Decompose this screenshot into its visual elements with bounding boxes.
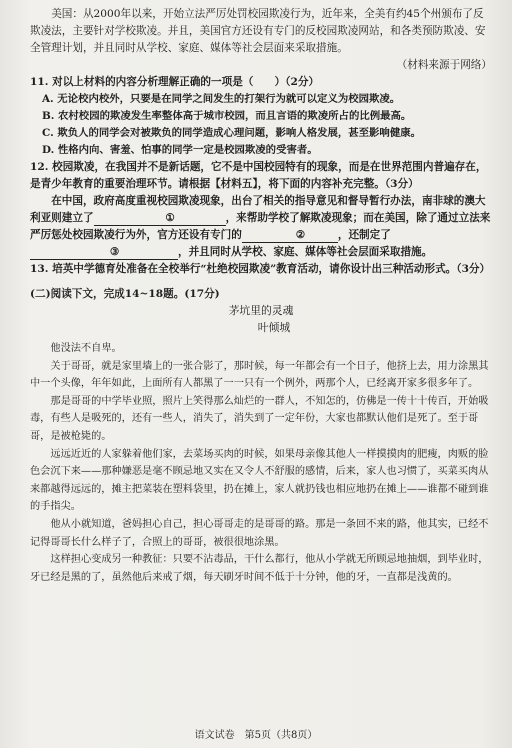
article-title: 茅坑里的灵魂: [228, 304, 294, 317]
question-11-option-b: B. 农村校园的欺凌发生率整体高于城市校园，而且言语的欺凌所占的比例最高。: [42, 110, 412, 122]
article-paragraph: 这样担心变成另一种教征：只要不沾毒品，干什么都行，他从小学就无所顾忌地抽烟，到毕业时，牙已经是黑的了，虽然他后来戒了烟，每天刷牙时间不低于十分钟，他的牙，一直都是浅黄的。: [30, 554, 489, 583]
question-12-stem: 12. 校园欺凌，在我国并不是新话题，它不是中国校园特有的现象，而是在世界范围内普遍存在，是青少年教育的重要治理环节。请根据【材料五】，将下面的内容补充完整。（3分）: [30, 161, 487, 190]
question-11-option-d: D. 性格内向、害羞、怕事的同学一定是校园欺凌的受害者。: [42, 144, 318, 156]
question-11-option-c: C. 欺负人的同学会对被欺负的同学造成心理问题，影响人格发展，甚至影响健康。: [42, 127, 421, 139]
article-paragraph: 他没法不自卑。: [50, 343, 122, 354]
question-11-option-a: A. 无论校内校外，只要是在同学之间发生的打架行为就可以定义为校园欺凌。: [42, 93, 401, 105]
question-13-stem: 13. 培英中学德育处准备在全校举行“杜绝校园欺凌”教育活动，请你设计出三种活动形式。（3分）: [30, 263, 491, 275]
fill-text-d: ，并且同时从学校、家庭、媒体等社会层面采取措施。: [178, 246, 433, 258]
fill-text-b: ，来帮助学校了解欺凌现象；而在美国，除了通过立法来严厉惩处校园欺凌行为外，官方还设有专门的: [30, 212, 491, 241]
question-11-stem: 11. 对以上材料的内容分析理解正确的一项是（ ）（2分）: [30, 76, 320, 88]
fill-text-a: 在中国，政府高度重视校园欺凌现象，出台了相关的指导意见和督导暂行办法，南非球的澳大利亚则建立了: [30, 195, 486, 224]
fill-text-c: ，还制定了: [337, 229, 391, 241]
article-author: 叶倾城: [257, 321, 291, 334]
answer-blank-2[interactable]: ②: [242, 229, 338, 243]
page-footer: 语文试卷 第5页（共8页）: [194, 730, 318, 741]
article-paragraph: 他从小就知道，爸妈担心自己，担心哥哥走的是哥哥的路。那是一条回不来的路，他其实，已经不记得哥哥长什么样子了，合照上的哥哥，被很很地涂黑。: [30, 518, 489, 548]
answer-blank-3[interactable]: ③: [30, 246, 178, 260]
section-2-heading: (二)阅读下文，完成14~18题。(17分): [30, 288, 220, 300]
article-paragraph: 关于哥哥，就是家里墙上的一张合影了，那时候，每一年都会有一个日子，他挤上去，用力涂黑其中一个头像，年年如此，上面所有人都黑了一一只有一个例外，两那个人，已经离开家多很多年了。: [30, 360, 489, 390]
material-paragraph: 美国：从2000年以来，开始立法严厉处罚校园欺凌行为，近年来，全美有约45个州颁布了反欺凌法，主要针对学校欺凌。并且，美国官方还设有专门的反校园欺凌网站，和各类预防欺凌、安全管理计划，并且同时从学校、家庭、媒体等社会层面来采取措施。: [30, 8, 486, 54]
material-source: （材料来源于网络）: [396, 59, 492, 71]
question-12-fill: [30, 193, 492, 261]
article-paragraph: 那是哥哥的中学毕业照，照片上笑得那么灿烂的一群人，不知怎的，仿佛是一传十十传百，开始吸毒，有些人是吸死的，还有一些人，消失了，消失到了一定年份，大家也都默认他们是死了。至于哥哥，是被枪毙的。: [30, 395, 489, 442]
article-paragraph: 远远近近的人家躲着他们家，去菜场买肉的时候，如果母亲像其他人一样摸摸肉的肥瘦，肉贩的脸色会沉下来——那种嫌恶是毫不顾忌地又实在又令人不舒服的感情，后来，家人也习惯了，买菜买肉从来都越得远远的，摊主把菜装在塑料袋里，扔在摊上，家人就扔钱也相应地扔在摊上——谁都不碰到谁的手指尖。: [30, 448, 489, 513]
answer-blank-1[interactable]: ①: [94, 212, 226, 226]
